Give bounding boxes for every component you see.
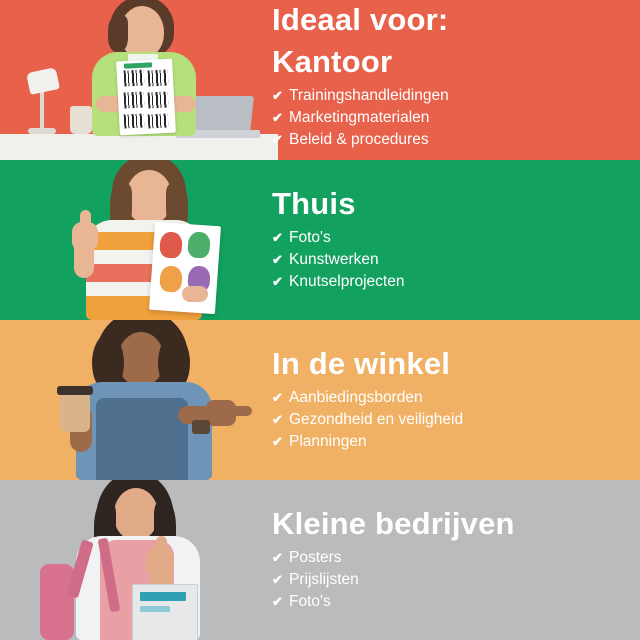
check-icon: ✔: [272, 88, 283, 104]
barcode-strip-5: [124, 113, 145, 128]
bullet-label: Marketingmaterialen: [289, 109, 430, 127]
worker-apron: [96, 398, 188, 480]
wrist-watch: [192, 420, 210, 434]
section-in-de-winkel: [0, 320, 640, 480]
check-icon: ✔: [272, 594, 283, 610]
bullet-list-kleine-bedrijven: [272, 547, 632, 613]
pen-cup: [70, 106, 92, 134]
list-item: [272, 409, 632, 431]
bullet-label: Kunstwerken: [289, 251, 379, 269]
text-block-in-de-winkel: [272, 320, 632, 480]
coffee-cup-lid: [57, 386, 93, 395]
barcode-strip-4: [148, 91, 169, 108]
check-icon: ✔: [272, 132, 283, 148]
bullet-label: Gezondheid en veiligheid: [289, 411, 464, 429]
text-block-kleine-bedrijven: [272, 480, 632, 640]
bullet-label: Foto's: [289, 229, 331, 247]
bag-label-secondary: [140, 606, 170, 612]
barcode-strip-6: [148, 113, 169, 128]
check-icon: ✔: [272, 390, 283, 406]
desk-lamp-foot: [28, 128, 56, 134]
handprint-green: [187, 231, 211, 258]
list-item: [272, 271, 632, 293]
coffee-cup: [60, 392, 90, 432]
section-kleine-bedrijven: [0, 480, 640, 640]
list-item: [272, 227, 632, 249]
text-block-kantoor: [272, 0, 632, 160]
list-item: [272, 591, 632, 613]
section-thuis: [0, 160, 640, 320]
list-item: [272, 569, 632, 591]
bullet-label: Knutselprojecten: [289, 273, 405, 291]
photo-office-woman: [0, 0, 278, 160]
bullet-label: Aanbiedingsborden: [289, 389, 423, 407]
list-item: [272, 431, 632, 453]
list-item: [272, 129, 632, 151]
list-item: [272, 387, 632, 409]
check-icon: ✔: [272, 412, 283, 428]
section-heading-thuis: Thuis: [272, 185, 356, 221]
thumb-digit: [80, 210, 91, 230]
check-icon: ✔: [272, 110, 283, 126]
bullet-label: Posters: [289, 549, 342, 567]
thumb-digit-2: [156, 536, 167, 556]
photo-girl-artwork: [0, 160, 278, 320]
desk-lamp-stem: [40, 90, 44, 130]
check-icon: ✔: [272, 572, 283, 588]
bullet-label: Beleid & procedures: [289, 131, 429, 149]
bag-label: [140, 592, 186, 601]
check-icon: ✔: [272, 434, 283, 450]
barcode-strip-3: [124, 91, 145, 108]
bullet-label: Foto's: [289, 593, 331, 611]
list-item: [272, 249, 632, 271]
section-heading-in-de-winkel: In de winkel: [272, 345, 451, 381]
handprint-orange: [159, 265, 183, 292]
list-item: [272, 85, 632, 107]
bullet-label: Trainingshandleidingen: [289, 87, 449, 105]
girl-right-arm: [182, 286, 208, 302]
yoga-mat: [40, 564, 74, 640]
photo-shop-worker: [0, 320, 278, 480]
poster-kicker: Ideaal voor:: [272, 2, 449, 37]
pointing-finger: [228, 406, 252, 416]
woman-hair-side: [108, 16, 128, 52]
bullet-label: Prijslijsten: [289, 571, 359, 589]
section-heading-kleine-bedrijven: Kleine bedrijven: [272, 505, 515, 541]
section-heading-kantoor: Kantoor: [272, 43, 393, 79]
list-item: [272, 547, 632, 569]
check-icon: ✔: [272, 274, 283, 290]
bullet-list-in-de-winkel: [272, 387, 632, 453]
barcode-strip-2: [148, 69, 169, 86]
desk-lamp-shade: [26, 67, 60, 95]
barcode-strip-1: [124, 69, 145, 86]
bullet-list-kantoor: [272, 85, 632, 151]
section-kantoor: [0, 0, 640, 160]
check-icon: ✔: [272, 230, 283, 246]
bullet-list-thuis: [272, 227, 632, 293]
check-icon: ✔: [272, 550, 283, 566]
handprint-red: [159, 231, 183, 258]
bullet-label: Planningen: [289, 433, 367, 451]
woman2-head: [114, 488, 158, 540]
text-block-thuis: [272, 160, 632, 320]
photo-small-business-woman: [0, 480, 278, 640]
list-item: [272, 107, 632, 129]
check-icon: ✔: [272, 252, 283, 268]
